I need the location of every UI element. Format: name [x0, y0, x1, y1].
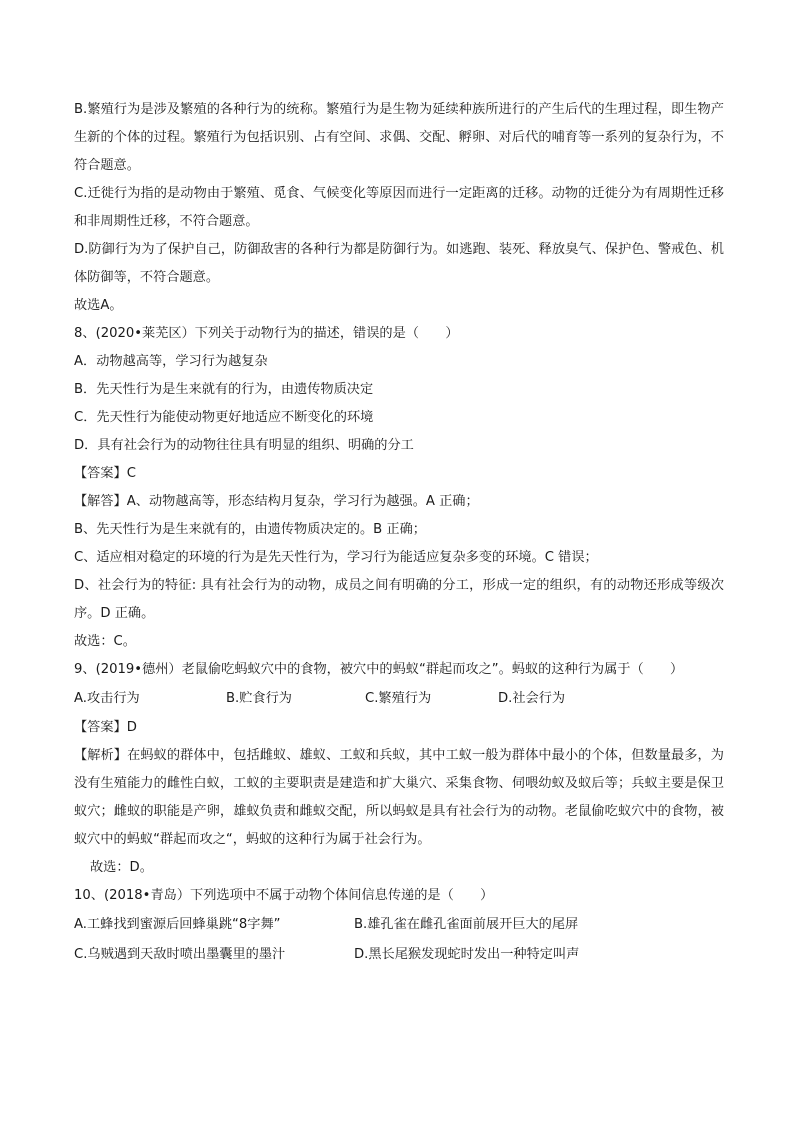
explanation-line: C、适应相对稳定的环境的行为是先天性行为，学习行为能适应复杂多变的环境。C 错误；	[74, 550, 598, 565]
question-10	[74, 882, 724, 970]
final-answer: 故选：D。	[90, 860, 153, 875]
explanation-c: C.迁徙行为指的是动物由于繁殖、觅食、气候变化等原因而进行一定距离的迁移。动物的迁徙分为有周期性迁移和非周期性迁移，不符合题意。	[74, 186, 724, 229]
option-c: C.繁殖行为	[365, 691, 432, 706]
option-d: D．具有社会行为的动物往往具有明显的组织、明确的分工	[74, 438, 414, 453]
option-a: A.工蜂找到蜜源后回蜂巢跳“8字舞”	[74, 917, 281, 932]
explanation-b: B.繁殖行为是涉及繁殖的各种行为的统称。繁殖行为是生物为延续种族所进行的产生后代的生理过程，即生物产生新的个体的过程。繁殖行为包括识别、占有空间、求偶、交配、孵卵、对后代的哺育等一系列的复杂行为，不符合题意。	[74, 102, 724, 173]
document-page	[74, 96, 724, 970]
question-stem: 9、(2019•德州）老鼠偷吃蚂蚁穴中的食物，被穴中的蚂蚁“群起而攻之”。蚂蚁的这种行为属于（ ）	[74, 662, 684, 677]
final-answer: 故选：C。	[74, 634, 136, 649]
answer: 【答案】C	[74, 466, 136, 481]
options-row	[74, 910, 724, 940]
question-9	[74, 656, 724, 882]
option-d: D.黑长尾猴发现蛇时发出一种特定叫声	[354, 947, 580, 962]
options-row	[74, 684, 724, 714]
option-c: C.乌贼遇到天敌时喷出墨囊里的墨汁	[74, 947, 286, 962]
explanation: 【解析】在蚂蚁的群体中，包括雌蚁、雄蚁、工蚁和兵蚁，其中工蚁一般为群体中最小的个体，但数量最多，为没有生殖能力的雌性白蚁，工蚁的主要职责是建造和扩大巢穴、采集食物、伺喂幼蚁及蚁后等；兵蚁主要是保卫蚁穴；雌蚁的职能是产卵，雄蚁负责和雌蚁交配，所以蚂蚁是具有社会行为的动物。老鼠偷吃蚁穴中的食物，被蚁穴中的蚂蚁“群起而攻之“，蚂蚁的这种行为属于社会行为。	[74, 748, 724, 847]
answer: 【答案】D	[74, 720, 137, 735]
final-answer-prev: 故选A。	[74, 298, 123, 313]
question-stem: 8、(2020•莱芜区）下列关于动物行为的描述，错误的是（ ）	[74, 326, 459, 341]
option-a: A.攻击行为	[74, 691, 140, 706]
explanation-d: D.防御行为为了保护自己，防御敌害的各种行为都是防御行为。如逃跑、装死、释放臭气、保护色、警戒色、机体防御等，不符合题意。	[74, 242, 724, 285]
option-c: C．先天性行为能使动物更好地适应不断变化的环境	[74, 410, 374, 425]
option-b: B．先天性行为是生来就有的行为，由遗传物质决定	[74, 382, 374, 397]
option-a: A．动物越高等，学习行为越复杂	[74, 354, 268, 369]
option-d: D.社会行为	[498, 691, 566, 706]
explanation-line: D、社会行为的特征: 具有社会行为的动物，成员之间有明确的分工，形成一定的组织，有的动物还形成等级次序。D 正确。	[74, 578, 724, 621]
question-stem: 10、(2018•青岛）下列选项中不属于动物个体间信息传递的是（ ）	[74, 888, 494, 903]
question-8	[74, 320, 724, 656]
option-b: B.贮食行为	[226, 691, 292, 706]
explanation-line: B、先天性行为是生来就有的，由遗传物质决定的。B 正确；	[74, 522, 426, 537]
option-b: B.雄孔雀在雌孔雀面前展开巨大的尾屏	[354, 917, 579, 932]
explanation-line: 【解答】A、动物越高等，形态结构月复杂，学习行为越强。A 正确；	[74, 494, 479, 509]
options-row	[74, 940, 724, 970]
